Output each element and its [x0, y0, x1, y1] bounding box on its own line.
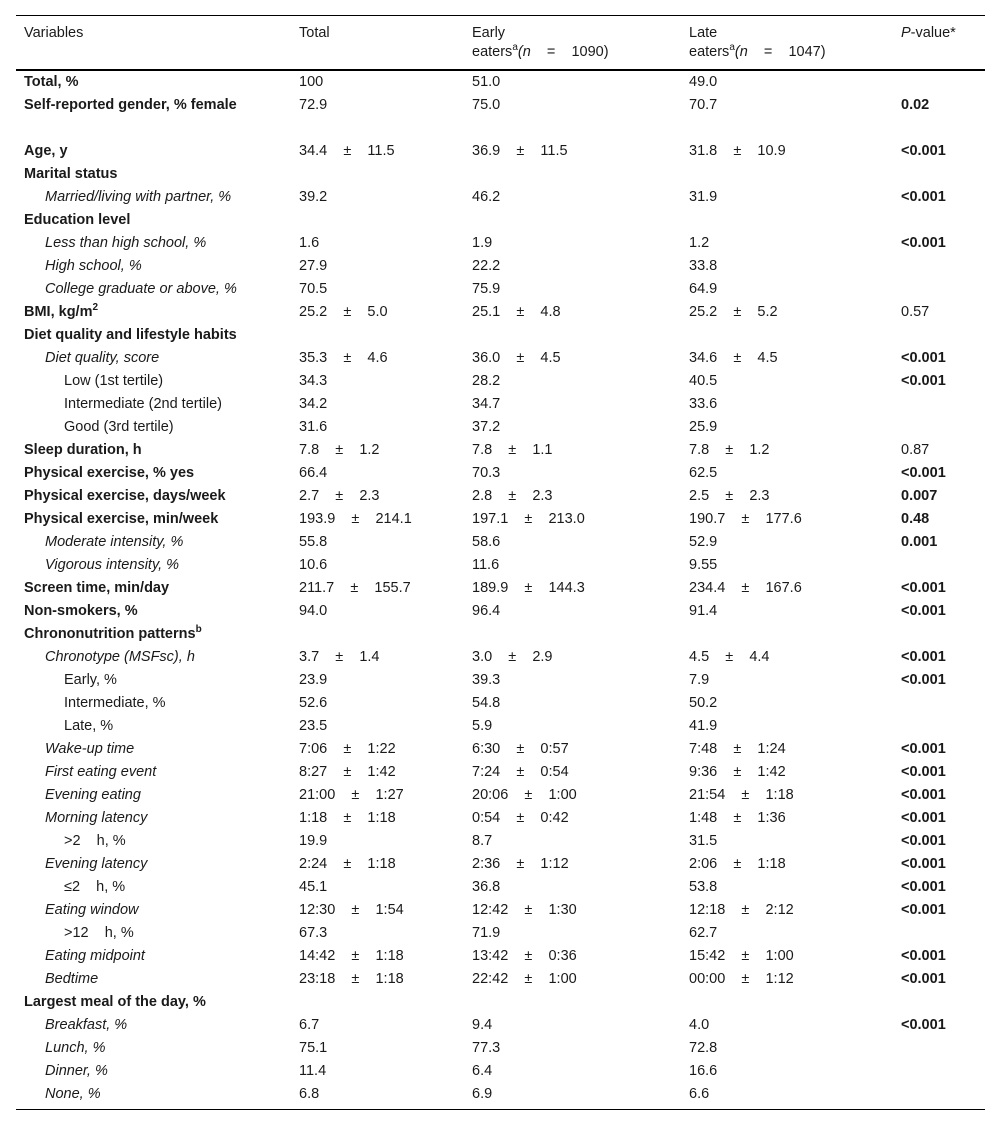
cell-p-value [893, 255, 985, 278]
cell-p-value: 0.87 [901, 441, 930, 458]
table-row [16, 922, 985, 945]
cell-late-eaters: 31.8 ± 10.9 [689, 142, 786, 159]
cell-total: 1.6 [299, 234, 320, 251]
cell-late-eaters: 4.0 [689, 1016, 710, 1033]
cell-early-eaters: 25.1 ± 4.8 [472, 303, 561, 320]
cell-total: 23.5 [299, 717, 328, 734]
cell-late-eaters: 12:18 ± 2:12 [689, 901, 794, 918]
cell-p-value [893, 922, 985, 945]
cell-early-eaters: 34.7 [472, 395, 501, 412]
table-row [16, 1060, 985, 1083]
cell-p-value [893, 70, 985, 94]
cell-total: 8:27 ± 1:42 [299, 763, 396, 780]
cell-early-eaters: 2:36 ± 1:12 [472, 855, 569, 872]
cell-early-eaters: 197.1 ± 213.0 [472, 510, 585, 527]
row-label: Eating window [45, 901, 139, 918]
cell-total: 23:18 ± 1:18 [299, 970, 404, 987]
cell-early-eaters: 28.2 [472, 372, 501, 389]
table-row [16, 324, 985, 347]
cell-late-eaters [681, 163, 893, 186]
row-label: Low (1st tertile) [64, 372, 164, 389]
cell-p-value: <0.001 [901, 832, 946, 849]
cell-total: 7.8 ± 1.2 [299, 441, 380, 458]
row-label: Eating midpoint [45, 947, 145, 964]
cell-total: 35.3 ± 4.6 [299, 349, 388, 366]
cell-total: 66.4 [299, 464, 328, 481]
cell-total: 6.7 [299, 1016, 320, 1033]
table-row [16, 577, 985, 600]
cell-early-eaters: 70.3 [472, 464, 501, 481]
cell-early-eaters: 1.9 [472, 234, 493, 251]
cell-p-value: <0.001 [901, 901, 946, 918]
row-label: Early, % [64, 671, 117, 688]
cell-late-eaters [681, 324, 893, 347]
cell-p-value: <0.001 [901, 878, 946, 895]
row-label: Married/living with partner, % [45, 188, 232, 205]
cell-total: 72.9 [299, 96, 328, 113]
table-row [16, 554, 985, 577]
cell-total: 34.2 [299, 395, 328, 412]
header-late-eaters: Late eaters$^a$(n = 1047) [681, 16, 893, 70]
row-label: Screen time, min/day [24, 579, 170, 596]
row-label: Intermediate (2nd tertile) [64, 395, 222, 412]
cell-early-eaters [464, 324, 681, 347]
cell-total: 100 [299, 73, 324, 90]
cell-p-value [893, 324, 985, 347]
row-label: Chronotype (MSFsc), h [45, 648, 195, 665]
cell-late-eaters: 16.6 [689, 1062, 718, 1079]
cell-total: 10.6 [299, 556, 328, 573]
cell-late-eaters: 49.0 [689, 73, 718, 90]
cell-p-value: 0.48 [901, 510, 930, 527]
row-label: Breakfast, % [45, 1016, 128, 1033]
cell-early-eaters: 6.4 [472, 1062, 493, 1079]
cell-early-eaters: 22.2 [472, 257, 501, 274]
row-label: Physical exercise, min/week [24, 510, 219, 527]
table-body [16, 70, 985, 1110]
cell-late-eaters: 52.9 [689, 533, 718, 550]
cell-late-eaters: 7.8 ± 1.2 [689, 441, 770, 458]
table-row [16, 255, 985, 278]
cell-p-value: 0.001 [901, 533, 938, 550]
cell-total [291, 623, 464, 646]
table-row [16, 186, 985, 209]
header-row [16, 16, 985, 70]
cell-late-eaters: 70.7 [689, 96, 718, 113]
cell-total [291, 991, 464, 1014]
cell-p-value: <0.001 [901, 464, 946, 481]
table-row [16, 669, 985, 692]
table-row [16, 991, 985, 1014]
table-row [16, 600, 985, 623]
cell-early-eaters: 6:30 ± 0:57 [472, 740, 569, 757]
row-label: College graduate or above, % [45, 280, 237, 297]
cell-late-eaters: 1:48 ± 1:36 [689, 809, 786, 826]
cell-p-value [893, 1037, 985, 1060]
row-label: Wake-up time [45, 740, 135, 757]
row-label: Non-smokers, % [24, 602, 138, 619]
cell-total: 70.5 [299, 280, 328, 297]
cell-late-eaters: 72.8 [689, 1039, 718, 1056]
cell-total: 3.7 ± 1.4 [299, 648, 380, 665]
cell-early-eaters: 51.0 [472, 73, 501, 90]
cell-early-eaters: 6.9 [464, 1083, 681, 1110]
cell-p-value: <0.001 [901, 602, 946, 619]
table-row [16, 1037, 985, 1060]
cell-p-value [893, 623, 985, 646]
cell-late-eaters: 4.5 ± 4.4 [689, 648, 770, 665]
cell-early-eaters [464, 163, 681, 186]
cell-total: 45.1 [299, 878, 328, 895]
cell-p-value: <0.001 [901, 349, 946, 366]
cell-early-eaters: 75.0 [472, 96, 501, 113]
cell-late-eaters: 2.5 ± 2.3 [689, 487, 770, 504]
cell-early-eaters: 189.9 ± 144.3 [472, 579, 585, 596]
table-row [16, 163, 985, 186]
table-row [16, 623, 985, 646]
cell-late-eaters: 9.55 [689, 556, 718, 573]
row-label: Less than high school, % [45, 234, 207, 251]
table-row [16, 301, 985, 324]
row-label: Dinner, % [45, 1062, 108, 1079]
table-row [16, 232, 985, 255]
row-label: Evening latency [45, 855, 148, 872]
cell-total: 193.9 ± 214.1 [299, 510, 412, 527]
cell-p-value [893, 715, 985, 738]
table-row [16, 1083, 985, 1110]
cell-p-value [893, 163, 985, 186]
cell-late-eaters: 50.2 [689, 694, 718, 711]
cell-total [291, 324, 464, 347]
cell-early-eaters: 39.3 [472, 671, 501, 688]
cell-total: 11.4 [299, 1062, 327, 1079]
cell-total [291, 163, 464, 186]
table-row [16, 70, 985, 94]
cell-early-eaters: 20:06 ± 1:00 [472, 786, 577, 803]
cell-p-value: 0.007 [901, 487, 938, 504]
cell-early-eaters: 9.4 [472, 1016, 493, 1033]
table-row [16, 531, 985, 554]
row-label: Bedtime [45, 970, 99, 987]
cell-p-value [893, 416, 985, 439]
cell-late-eaters: 6.6 [681, 1083, 893, 1110]
cell-total: 6.8 [291, 1083, 464, 1110]
cell-p-value [893, 393, 985, 416]
header-p-value: P-value* [893, 16, 985, 70]
table-row [16, 278, 985, 301]
row-label: Diet quality and lifestyle habits [24, 326, 237, 343]
cell-late-eaters: 15:42 ± 1:00 [689, 947, 794, 964]
cell-p-value: <0.001 [901, 786, 946, 803]
cell-late-eaters: 25.2 ± 5.2 [689, 303, 778, 320]
cell-early-eaters [464, 623, 681, 646]
table-row [16, 761, 985, 784]
table-row [16, 807, 985, 830]
cell-total: 67.3 [299, 924, 328, 941]
row-label: Education level [24, 211, 131, 228]
characteristics-table [16, 15, 985, 1110]
cell-early-eaters: 75.9 [472, 280, 501, 297]
cell-p-value [893, 209, 985, 232]
row-label: Evening eating [45, 786, 141, 803]
table-row [16, 876, 985, 899]
table-row [16, 692, 985, 715]
cell-late-eaters: 1.2 [689, 234, 710, 251]
cell-early-eaters: 77.3 [472, 1039, 501, 1056]
table-header [16, 16, 985, 70]
cell-p-value [893, 1083, 985, 1110]
cell-early-eaters: 22:42 ± 1:00 [472, 970, 577, 987]
cell-total: 34.3 [299, 372, 328, 389]
header-variables: Variables [16, 16, 291, 70]
cell-early-eaters: 46.2 [472, 188, 501, 205]
cell-late-eaters: 21:54 ± 1:18 [689, 786, 794, 803]
cell-late-eaters: 33.8 [689, 257, 718, 274]
cell-total: 25.2 ± 5.0 [299, 303, 388, 320]
row-label: High school, % [45, 257, 142, 274]
row-label: Sleep duration, h [24, 441, 142, 458]
cell-p-value: <0.001 [901, 579, 946, 596]
row-label: >12 h, % [64, 924, 134, 941]
cell-p-value: <0.001 [901, 809, 946, 826]
table-row [16, 393, 985, 416]
cell-late-eaters: 62.5 [689, 464, 718, 481]
row-label: Self-reported gender, % female [24, 96, 237, 113]
cell-p-value: <0.001 [901, 671, 946, 688]
cell-total: 23.9 [299, 671, 328, 688]
cell-total: 14:42 ± 1:18 [299, 947, 404, 964]
cell-early-eaters: 54.8 [472, 694, 501, 711]
cell-early-eaters: 8.7 [472, 832, 493, 849]
cell-late-eaters: 190.7 ± 177.6 [689, 510, 802, 527]
cell-late-eaters: 53.8 [689, 878, 718, 895]
row-label: Chrononutrition patterns$^b$ [24, 623, 202, 642]
cell-total: 19.9 [299, 832, 328, 849]
table-row [16, 485, 985, 508]
row-label: >2 h, % [64, 832, 126, 849]
cell-total: 21:00 ± 1:27 [299, 786, 404, 803]
cell-p-value: <0.001 [901, 970, 946, 987]
cell-early-eaters: 36.8 [472, 878, 501, 895]
cell-late-eaters: 31.9 [689, 188, 718, 205]
table-row [16, 94, 985, 140]
table-row [16, 347, 985, 370]
cell-p-value: <0.001 [901, 142, 946, 159]
cell-p-value: <0.001 [901, 855, 946, 872]
cell-late-eaters [681, 209, 893, 232]
cell-p-value: <0.001 [901, 740, 946, 757]
cell-p-value [893, 278, 985, 301]
cell-late-eaters: 91.4 [689, 602, 718, 619]
cell-early-eaters [464, 991, 681, 1014]
row-label: First eating event [45, 763, 157, 780]
cell-late-eaters: 234.4 ± 167.6 [689, 579, 802, 596]
cell-p-value: 0.02 [901, 96, 930, 113]
cell-total: 2:24 ± 1:18 [299, 855, 396, 872]
row-label: Late, % [64, 717, 114, 734]
table-row [16, 370, 985, 393]
cell-early-eaters: 37.2 [472, 418, 501, 435]
row-label: Marital status [24, 165, 118, 182]
cell-total: 211.7 ± 155.7 [299, 579, 411, 596]
row-label: Vigorous intensity, % [45, 556, 180, 573]
cell-late-eaters: 2:06 ± 1:18 [689, 855, 786, 872]
cell-early-eaters: 7.8 ± 1.1 [472, 441, 553, 458]
table-row [16, 853, 985, 876]
table-row [16, 784, 985, 807]
cell-p-value: <0.001 [901, 947, 946, 964]
cell-p-value [893, 554, 985, 577]
cell-total [291, 209, 464, 232]
row-label: None, % [16, 1083, 291, 1110]
cell-p-value [893, 692, 985, 715]
table-row [16, 209, 985, 232]
cell-late-eaters: 31.5 [689, 832, 718, 849]
cell-total: 1:18 ± 1:18 [299, 809, 396, 826]
cell-total: 12:30 ± 1:54 [299, 901, 404, 918]
cell-p-value: 0.57 [901, 303, 930, 320]
cell-p-value: <0.001 [901, 188, 946, 205]
cell-late-eaters: 7:48 ± 1:24 [689, 740, 786, 757]
header-early-eaters: Early eaters$^a$(n = 1090) [464, 16, 681, 70]
table-row [16, 715, 985, 738]
cell-early-eaters: 12:42 ± 1:30 [472, 901, 577, 918]
cell-early-eaters: 96.4 [472, 602, 501, 619]
table-row [16, 462, 985, 485]
cell-early-eaters: 2.8 ± 2.3 [472, 487, 553, 504]
cell-p-value [893, 1060, 985, 1083]
cell-total: 55.8 [299, 533, 328, 550]
cell-p-value [893, 991, 985, 1014]
row-label: Physical exercise, % yes [24, 464, 195, 481]
cell-early-eaters: 5.9 [472, 717, 493, 734]
cell-late-eaters: 62.7 [689, 924, 718, 941]
cell-early-eaters: 13:42 ± 0:36 [472, 947, 577, 964]
table-row [16, 899, 985, 922]
row-label: BMI, $kg/m^2$ [24, 301, 99, 320]
table-row [16, 738, 985, 761]
cell-late-eaters: 41.9 [689, 717, 718, 734]
row-label: Physical exercise, days/week [24, 487, 226, 504]
table-row [16, 968, 985, 991]
cell-p-value: <0.001 [901, 372, 946, 389]
header-total: Total [291, 16, 464, 70]
row-label: Largest meal of the day, % [24, 993, 206, 1010]
cell-late-eaters: 00:00 ± 1:12 [689, 970, 794, 987]
cell-total: 52.6 [299, 694, 328, 711]
cell-total: 39.2 [299, 188, 328, 205]
cell-late-eaters: 40.5 [689, 372, 718, 389]
cell-late-eaters [681, 623, 893, 646]
table-row [16, 416, 985, 439]
table-row [16, 646, 985, 669]
cell-total: 27.9 [299, 257, 328, 274]
cell-total: 31.6 [299, 418, 328, 435]
cell-early-eaters: 58.6 [472, 533, 501, 550]
cell-early-eaters [464, 209, 681, 232]
row-label: ≤2 h, % [64, 878, 126, 895]
table-row [16, 830, 985, 853]
table-row [16, 439, 985, 462]
cell-early-eaters: 7:24 ± 0:54 [472, 763, 569, 780]
cell-p-value: <0.001 [901, 648, 946, 665]
table-row [16, 140, 985, 163]
cell-total: 2.7 ± 2.3 [299, 487, 380, 504]
table-container [16, 15, 985, 1110]
cell-early-eaters: 71.9 [472, 924, 501, 941]
row-label: Total, % [24, 73, 79, 90]
cell-late-eaters: 64.9 [689, 280, 718, 297]
cell-early-eaters: 36.9 ± 11.5 [472, 142, 568, 159]
table-row [16, 508, 985, 531]
cell-early-eaters: 36.0 ± 4.5 [472, 349, 561, 366]
row-label: Diet quality, score [45, 349, 160, 366]
cell-late-eaters: 7.9 [689, 671, 710, 688]
cell-late-eaters [681, 991, 893, 1014]
table-row [16, 945, 985, 968]
cell-total: 94.0 [299, 602, 328, 619]
cell-p-value: <0.001 [901, 234, 946, 251]
cell-p-value: <0.001 [901, 1016, 946, 1033]
cell-p-value: <0.001 [901, 763, 946, 780]
row-label: Good (3rd tertile) [64, 418, 174, 435]
row-label: Moderate intensity, % [45, 533, 184, 550]
cell-late-eaters: 9:36 ± 1:42 [689, 763, 786, 780]
cell-early-eaters: 11.6 [472, 556, 500, 573]
cell-total: 34.4 ± 11.5 [299, 142, 395, 159]
cell-total: 75.1 [299, 1039, 328, 1056]
cell-late-eaters: 33.6 [689, 395, 718, 412]
cell-early-eaters: 3.0 ± 2.9 [472, 648, 553, 665]
cell-late-eaters: 25.9 [689, 418, 718, 435]
row-label: Morning latency [45, 809, 148, 826]
row-label: Intermediate, % [64, 694, 166, 711]
row-label: Lunch, % [45, 1039, 106, 1056]
cell-late-eaters: 34.6 ± 4.5 [689, 349, 778, 366]
cell-total: 7:06 ± 1:22 [299, 740, 396, 757]
cell-early-eaters: 0:54 ± 0:42 [472, 809, 569, 826]
table-row [16, 1014, 985, 1037]
row-label: Age, y [24, 142, 68, 159]
